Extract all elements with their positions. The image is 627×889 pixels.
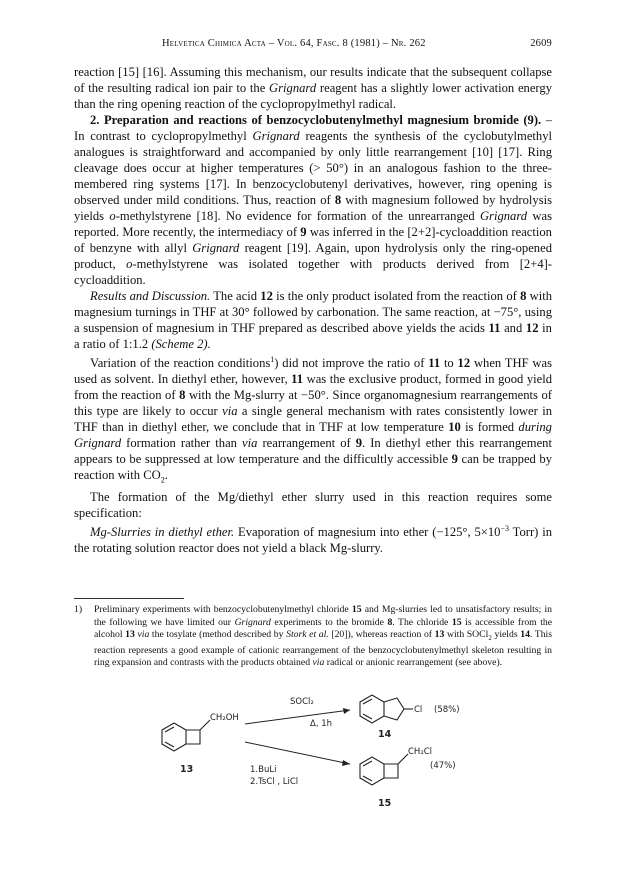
paragraph-mg-slurries: Mg-Slurries in diethyl ether. Evaporation of magnesium into ether (−125°, $5\times 10^{-3}$ Torr) in the rotating solution reactor does not yield a black Mg-slurry. bbox=[74, 523, 552, 555]
compound-15-label: 15 bbox=[378, 798, 392, 809]
compound-13-label: 13 bbox=[180, 764, 194, 775]
scheme-reference: (Scheme 2). bbox=[151, 337, 211, 351]
compound-14-label: 14 bbox=[378, 729, 392, 740]
ch2cl-label: CH₂Cl bbox=[408, 747, 433, 757]
footnote-mark: 1) bbox=[74, 604, 83, 615]
reaction-scheme bbox=[150, 690, 490, 820]
yield-14: (58%) bbox=[434, 705, 460, 715]
journal-citation: Helvetica Chimica Acta – Vol. 64, Fasc. 8 (1981) – Nr. 262 bbox=[162, 38, 426, 49]
reagent-buli: 1.BuLi bbox=[250, 765, 277, 775]
yield-15: (47%) bbox=[430, 761, 456, 771]
subheading-mg-slurries: Mg-Slurries in diethyl ether. bbox=[90, 524, 235, 539]
condition-heat: Δ, 1h bbox=[310, 719, 333, 729]
reagent-tscl-licl: 2.TsCl , LiCl bbox=[250, 777, 299, 787]
benzocyclobutene-13-structure bbox=[162, 720, 210, 751]
paragraph-variation: Variation of the reaction conditions$^1$) did not improve the ratio of 11 to 12 when THF was used as solvent. In diethyl ether, however, 11 was the exclusive product, formed in good yield from the reaction of 8 with the Mg-slurry at −50°. Since organomagnesium rearrangements of this type are likely to occur via a single general mechanism with rates consistently lower in THF than in diethyl ether, we conclude that in THF at low temperature 10 is formed during Grignard formation rather than via rearrangement of 9. In diethyl ether this rearrangement appears to be suppressed at low temperature and the difficultly accessible 9 can be trapped by reaction with $CO_2$. bbox=[74, 355, 553, 485]
paragraph-1: reaction [15] [16]. Assuming this mechanism, our results indicate that the subsequent collapse of the resulting radical ion pair to the Grignard reagent has a slightly lower activation energy than the ring opening reaction of the cyclopropylmethyl radical. bbox=[74, 65, 552, 111]
footnote-divider bbox=[74, 598, 184, 599]
paragraph-section-2: 2. Preparation and reactions of benzocyclobutenylmethyl magnesium bromide (9). – In contrast to cyclopropylmethyl Grignard reagents the synthesis of the cyclobutylmethyl analogues is straightforward and accompanied by only little rearrangement [10] [17]. Ring cleavage does occur at higher temperatures (> 50°) in an analogous fashion to the three-membered ring systems [17]. In benzocyclobutenyl derivatives, however, ring opening is observed under mild conditions. Thus, reaction of 8 with magnesium followed by hydrolysis yields o-methylstyrene [18]. No evidence for formation of the unrearranged Grignard was reported. More recently, the intermediacy of 9 was inferred in the [2+2]-cycloaddition reaction of benzyne with allyl Grignard reagent [19]. Again, upon hydrolysis only the ring-opened product, o-methylstyrene was isolated together with products derived from [2+4]-cycloaddition. bbox=[74, 113, 553, 287]
footnote-1 bbox=[74, 604, 552, 670]
paragraph-specification: The formation of the Mg/diethyl ether slurry used in this reaction requires some specification: bbox=[74, 489, 552, 520]
arrow-lower bbox=[245, 742, 350, 764]
reagent-socl2: SOCl₂ bbox=[290, 697, 314, 707]
footnote-ref: 1 bbox=[270, 355, 275, 364]
section-heading: 2. Preparation and reactions of benzocyclobutenylmethyl magnesium bromide (9). bbox=[90, 113, 542, 127]
chloroindane-14-structure bbox=[360, 695, 413, 723]
cl-label: Cl bbox=[414, 705, 423, 715]
page-number: 2609 bbox=[530, 38, 552, 49]
arrow-upper bbox=[245, 710, 350, 724]
arrow-upper-head bbox=[343, 708, 350, 714]
footnote-text: Preliminary experiments with benzocyclobutenylmethyl chloride 15 and Mg-slurries led to unsatisfactory results; in the following we have limited our Grignard experiments to the bromide 8. The chloride 15 is accessible from the alcohol 13 via the tosylate (method described by Stork et al. [20]), whereas reaction of 13 with SOCl$_2$ yields 14. This reaction represents a good example of cationic rearrangement of the benzocyclobutenylmethyl skeleton resulting in ring expansion and contrasts with the products obtained via radical or anionic rearrangement (see above). bbox=[94, 604, 553, 669]
subheading-results: Results and Discussion. bbox=[90, 289, 211, 303]
paragraph-results: Results and Discussion. The acid 12 is the only product isolated from the reaction of 8 with magnesium turnings in THF at 30° followed by carbonation. The same reaction, at −75°, using a suspension of magnesium in THF prepared as described above yields the acids 11 and 12 in a ratio of 1:1.2 (Scheme 2). bbox=[74, 289, 553, 351]
main-text bbox=[74, 64, 552, 556]
ch2oh-label: CH₂OH bbox=[210, 713, 239, 723]
arrow-lower-head bbox=[342, 760, 350, 766]
benzocyclobutene-15-structure bbox=[360, 754, 408, 785]
